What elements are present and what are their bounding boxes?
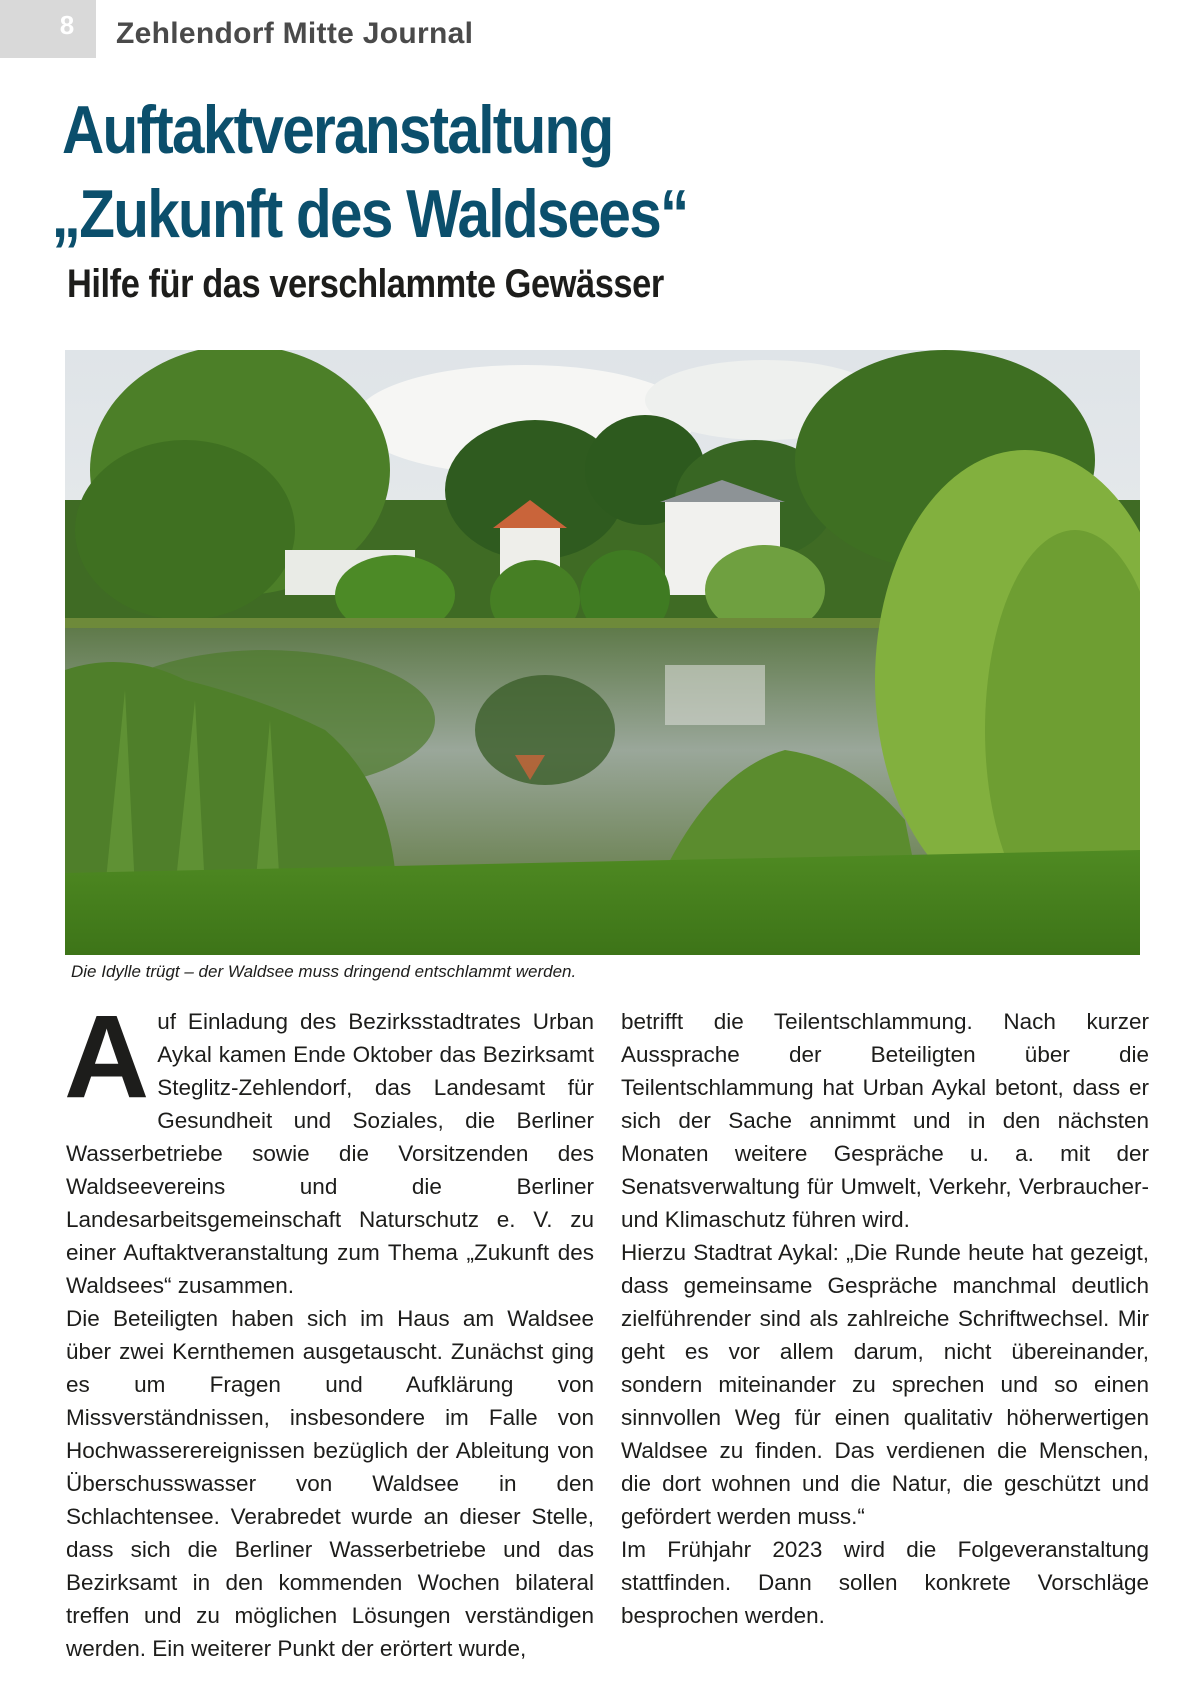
- paragraph-5: Im Frühjahr 2023 wird die Folgeveranstaltung stattfinden. Dann sollen konkrete Vorschläge besprochen werden.: [621, 1537, 1149, 1628]
- article-subheadline: Hilfe für das verschlammte Gewässer: [67, 262, 664, 306]
- drop-cap: A: [64, 991, 150, 1123]
- paragraph-4: Hierzu Stadtrat Aykal: „Die Runde heute hat gezeigt, dass gemeinsame Gespräche manchmal deutlich zielführender sind als zahlreiche Schriftwechsel. Mir geht es vor allem darum, nicht übereinander, sondern miteinander zu sprechen und so einen sinnvollen Weg für einen qualitativ höherwertigen Waldsee zu finden. Das verdienen die Menschen, die dort wohnen und die Natur, die geschützt und gefördert werden muss.“: [621, 1240, 1149, 1529]
- article-column-left: [64, 991, 594, 1665]
- paragraph-1: [64, 991, 594, 1302]
- paragraph-2: Die Beteiligten haben sich im Haus am Waldsee über zwei Kernthemen ausgetauscht. Zunächst ging es um Fragen und Aufklärung von Missverständnissen, insbesondere im Falle von Hochwasserereignissen bezüglich der Ableitung von Überschusswasser von Waldsee in den Schlachtensee. Verabredet wurde an dieser Stelle, dass sich die Berliner Wasserbetriebe und das Bezirksamt in den kommenden Wochen bilateral treffen und zu möglichen Lösungen verständigen werden. Ein weiterer Punkt der erörtert wurde,: [66, 1306, 594, 1661]
- publication-title: Zehlendorf Mitte Journal: [116, 17, 474, 50]
- paragraph-3: betrifft die Teilentschlammung. Nach kurzer Aussprache der Beteiligten über die Teilentschlammung hat Urban Aykal betont, dass er sich der Sache annimmt und in den nächsten Monaten weitere Gespräche u. a. mit der Senatsverwaltung für Umwelt, Verkehr, Verbraucher- und Klimaschutz führen wird.: [621, 1009, 1149, 1232]
- article-column-right: [621, 1005, 1149, 1632]
- lake-photo: [65, 350, 1140, 955]
- page-number: 8: [59, 10, 75, 40]
- headline-line-2: „Zukunft des Waldsees“: [51, 176, 688, 252]
- article-headline: [51, 88, 991, 256]
- photo-caption: Die Idylle trügt – der Waldsee muss dringend entschlammt werden.: [71, 962, 577, 981]
- paragraph-1-text: uf Einladung des Bezirksstadtrates Urban Aykal kamen Ende Oktober das Bezirksamt Steglitz-Zehlendorf, das Landesamt für Gesundheit und Soziales, die Berliner Wasserbetriebe sowie die Vorsitzenden des Waldseevereins und die Berliner Landesarbeitsgemeinschaft Naturschutz e. V. zu einer Auftaktveranstaltung zum Thema „Zukunft des Waldsees“ zusammen.: [66, 1009, 594, 1298]
- headline-line-1: Auftaktveranstaltung: [62, 92, 613, 168]
